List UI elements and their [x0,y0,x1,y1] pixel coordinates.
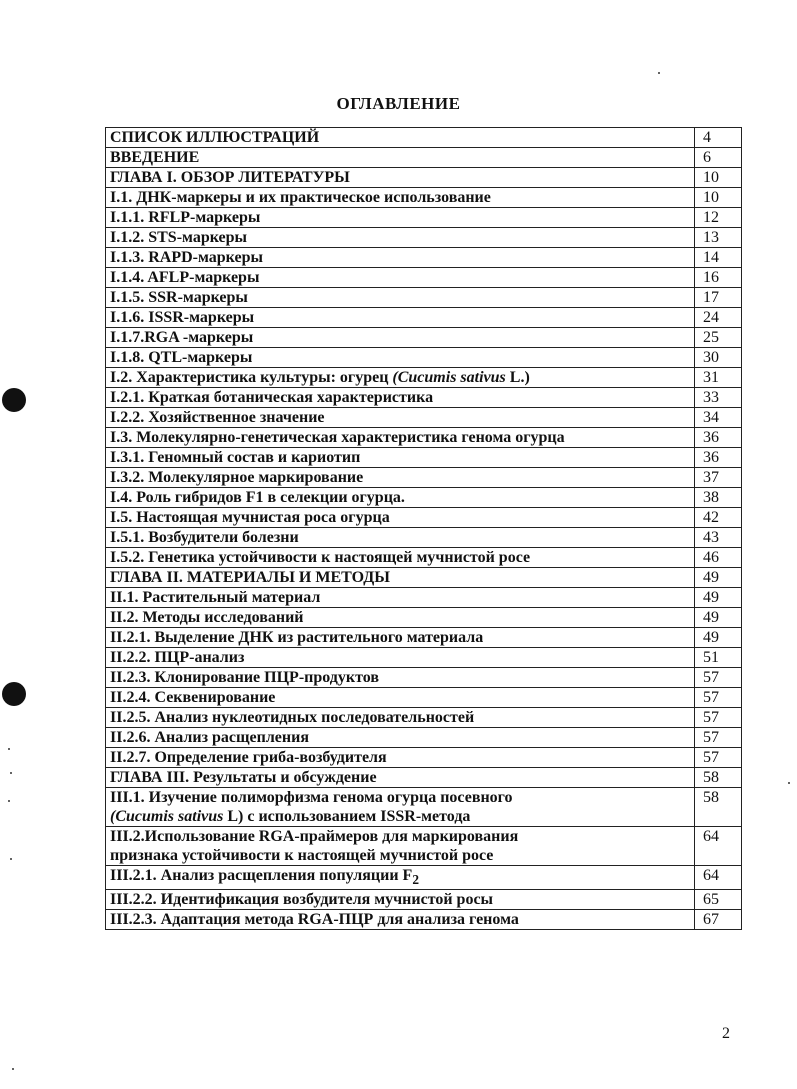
scan-speck [12,1068,14,1070]
toc-page: 49 [695,628,742,648]
scan-speck [8,748,10,750]
toc-entry: II.2.4. Секвенирование [106,688,695,708]
toc-entry: I.1.6. ISSR-маркеры [106,308,695,328]
toc-entry: ГЛАВА III. Результаты и обсуждение [106,768,695,788]
toc-entry-italic: (Cucumis sativus [392,369,506,386]
toc-entry: ГЛАВА II. МАТЕРИАЛЫ И МЕТОДЫ [106,568,695,588]
toc-entry: ВВЕДЕНИЕ [106,148,695,168]
toc-entry: I.2.1. Краткая ботаническая характеристика [106,388,695,408]
toc-page: 17 [695,288,742,308]
toc-page: 57 [695,688,742,708]
table-row [106,768,742,788]
table-row [106,588,742,608]
toc-entry: I.3. Молекулярно-генетическая характеристика генома огурца [106,428,695,448]
table-row [106,388,742,408]
table-row [106,827,742,866]
table-row [106,468,742,488]
punch-hole-mark [2,682,26,706]
toc-entry: I.4. Роль гибридов F1 в селекции огурца. [106,488,695,508]
toc-entry: I.5.1. Возбудители болезни [106,528,695,548]
table-row [106,568,742,588]
page-number: 2 [722,1025,730,1042]
table-row [106,548,742,568]
toc-entry [106,368,695,388]
toc-entry: II.2.6. Анализ расщепления [106,728,695,748]
toc-page: 12 [695,208,742,228]
toc-page: 37 [695,468,742,488]
toc-page: 36 [695,428,742,448]
table-row [106,308,742,328]
toc-page: 36 [695,448,742,468]
toc-entry-line: III.2.Использование RGA-праймеров для маркирования [110,828,519,845]
toc-page: 6 [695,148,742,168]
toc-entry [106,827,695,866]
toc-page: 31 [695,368,742,388]
toc-page: 67 [695,910,742,930]
table-row [106,688,742,708]
toc-entry: I.1.5. SSR-маркеры [106,288,695,308]
toc-entry: I.5.2. Генетика устойчивости к настоящей мучнистой росе [106,548,695,568]
toc-entry: II.2.3. Клонирование ПЦР-продуктов [106,668,695,688]
table-row [106,208,742,228]
toc-page: 51 [695,648,742,668]
table-row [106,788,742,827]
table-row [106,508,742,528]
table-row [106,128,742,148]
table-row [106,890,742,910]
toc-page: 4 [695,128,742,148]
toc-page: 58 [695,768,742,788]
toc-page: 38 [695,488,742,508]
toc-page: 34 [695,408,742,428]
table-row [106,408,742,428]
toc-page: 33 [695,388,742,408]
table-row [106,628,742,648]
table-row [106,910,742,930]
toc-page: 25 [695,328,742,348]
table-row [106,348,742,368]
page-title: ОГЛАВЛЕНИЕ [336,94,461,113]
toc-page: 14 [695,248,742,268]
toc-page: 64 [695,866,742,890]
toc-page: 13 [695,228,742,248]
toc-page: 57 [695,748,742,768]
table-row [106,368,742,388]
toc-page: 57 [695,728,742,748]
toc-page: 43 [695,528,742,548]
table-of-contents [105,127,742,930]
table-row [106,328,742,348]
table-row [106,748,742,768]
toc-entry: СПИСОК ИЛЛЮСТРАЦИЙ [106,128,695,148]
toc-entry: II.2.7. Определение гриба-возбудителя [106,748,695,768]
toc-entry-text: L.) [505,369,530,386]
table-row [106,668,742,688]
table-row [106,708,742,728]
toc-entry: II.2. Методы исследований [106,608,695,628]
toc-page: 49 [695,608,742,628]
toc-entry: ГЛАВА I. ОБЗОР ЛИТЕРАТУРЫ [106,168,695,188]
toc-entry: I.3.2. Молекулярное маркирование [106,468,695,488]
scan-speck [10,858,12,860]
toc-page: 24 [695,308,742,328]
toc-entry-line: III.1. Изучение полиморфизма генома огурца посевного [110,789,513,806]
scan-speck [10,772,12,774]
toc-page: 10 [695,168,742,188]
toc-page: 58 [695,788,742,827]
toc-entry-text: I.2. Характеристика культуры: огурец [110,369,393,386]
toc-entry [106,788,695,827]
table-row [106,268,742,288]
scan-speck [788,782,790,784]
toc-entry-text: III.2.1. Анализ расщепления популяции F [110,867,413,884]
table-row [106,488,742,508]
toc-entry: III.2.2. Идентификация возбудителя мучнистой росы [106,890,695,910]
toc-entry-line [110,807,690,826]
toc-entry: I.1. ДНК-маркеры и их практическое использование [106,188,695,208]
toc-entry: II.2.1. Выделение ДНК из растительного материала [106,628,695,648]
toc-entry-italic: (Cucumis sativus [110,808,224,825]
toc-entry: I.2.2. Хозяйственное значение [106,408,695,428]
toc-entry-text: L) с использованием ISSR-метода [223,808,471,825]
toc-entry: I.1.2. STS-маркеры [106,228,695,248]
table-row [106,188,742,208]
table-row [106,428,742,448]
table-row [106,608,742,628]
toc-page: 16 [695,268,742,288]
toc-page: 10 [695,188,742,208]
toc-entry: I.5. Настоящая мучнистая роса огурца [106,508,695,528]
toc-entry-subscript: 2 [412,872,419,888]
toc-entry: I.1.1. RFLP-маркеры [106,208,695,228]
table-row [106,528,742,548]
scan-speck [658,72,660,74]
toc-entry: I.1.8. QTL-маркеры [106,348,695,368]
toc-entry: I.1.4. AFLP-маркеры [106,268,695,288]
toc-entry: I.1.3. RAPD-маркеры [106,248,695,268]
table-row [106,728,742,748]
toc-entry: I.1.7.RGA -маркеры [106,328,695,348]
table-row [106,168,742,188]
toc-entry-line: признака устойчивости к настоящей мучнистой росе [110,847,494,864]
toc-page: 49 [695,568,742,588]
toc-page: 46 [695,548,742,568]
table-row [106,148,742,168]
table-row [106,448,742,468]
table-row [106,228,742,248]
toc-entry [106,866,695,890]
table-row [106,288,742,308]
toc-page: 64 [695,827,742,866]
toc-page: 57 [695,668,742,688]
table-row [106,866,742,890]
toc-entry: II.1. Растительный материал [106,588,695,608]
toc-entry: I.3.1. Геномный состав и кариотип [106,448,695,468]
scan-speck [8,800,10,802]
toc-entry: II.2.2. ПЦР-анализ [106,648,695,668]
toc-page: 57 [695,708,742,728]
toc-page: 65 [695,890,742,910]
toc-page: 49 [695,588,742,608]
toc-page: 42 [695,508,742,528]
toc-entry: III.2.3. Адаптация метода RGA-ПЦР для анализа генома [106,910,695,930]
toc-entry: II.2.5. Анализ нуклеотидных последовательностей [106,708,695,728]
punch-hole-mark [2,388,26,412]
toc-page: 30 [695,348,742,368]
table-row [106,648,742,668]
table-row [106,248,742,268]
